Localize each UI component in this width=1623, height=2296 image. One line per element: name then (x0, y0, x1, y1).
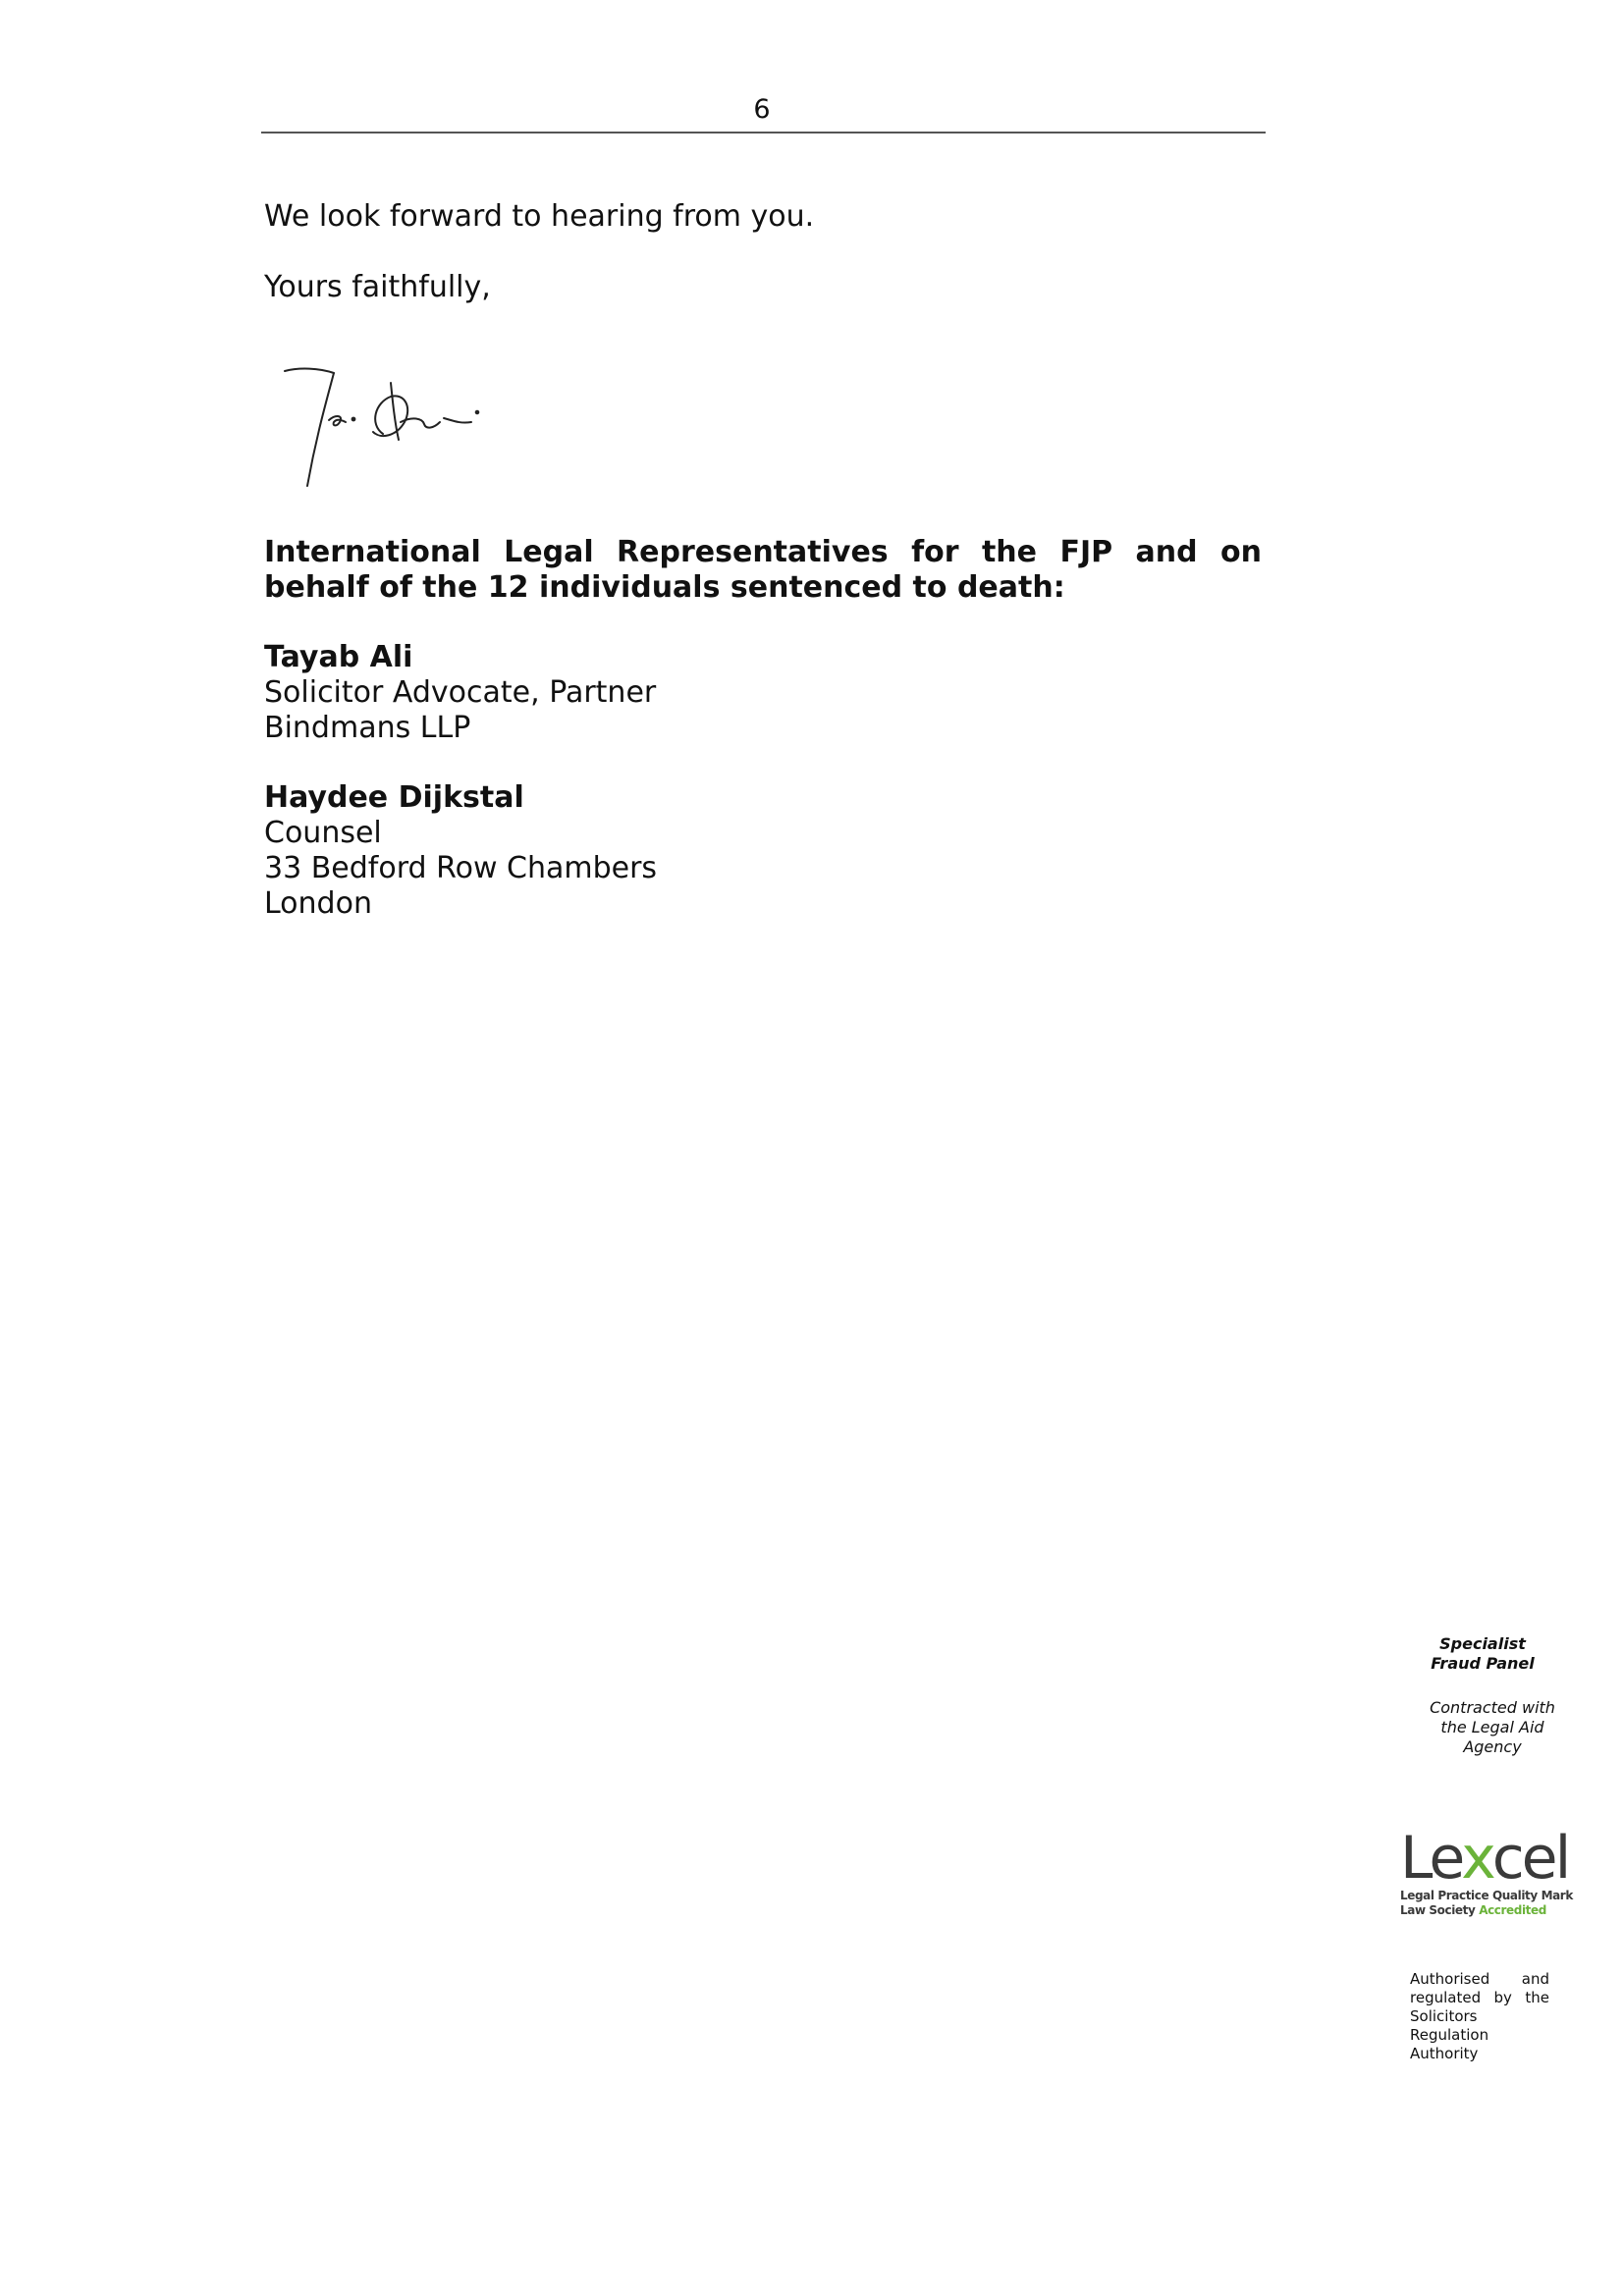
signatory-title: Solicitor Advocate, Partner (264, 675, 657, 710)
lexcel-wordmark: Lexcel (1400, 1824, 1569, 1893)
signatory-name: Haydee Dijkstal (264, 780, 524, 815)
sidebar-line: Agency (1463, 1737, 1522, 1756)
handwritten-signature (275, 353, 491, 491)
page-number: 6 (753, 94, 771, 125)
lexcel-tagline: Legal Practice Quality Mark (1400, 1889, 1573, 1902)
signatory-block (264, 640, 656, 746)
signatory-name: Tayab Ali (264, 640, 413, 674)
sidebar-line: Specialist (1439, 1634, 1526, 1653)
sidebar-line: Fraud Panel (1431, 1654, 1535, 1673)
signatory-city: London (264, 886, 372, 921)
salutation: Yours faithfully, (264, 270, 491, 304)
regulation-notice: Authorised and regulated by the Solicitors Regulation Authority (1410, 1970, 1549, 2062)
signatory-block (264, 780, 657, 922)
closing-line: We look forward to hearing from you. (264, 199, 815, 234)
specialist-fraud-panel-note (1414, 1634, 1551, 1674)
signatory-firm: Bindmans LLP (264, 711, 471, 745)
sidebar-line: Contracted with (1430, 1698, 1555, 1717)
sidebar-line: the Legal Aid (1440, 1718, 1544, 1736)
signatory-title: Counsel (264, 816, 382, 850)
lexcel-accreditation: Law Society Accredited (1400, 1903, 1546, 1917)
representatives-heading: International Legal Representatives for the FJP and on behalf of the 12 individuals sentenced to death: (264, 535, 1262, 605)
lexcel-logo (1400, 1824, 1573, 1918)
signatory-chambers: 33 Bedford Row Chambers (264, 851, 658, 885)
header-divider (261, 132, 1266, 133)
legal-aid-note (1414, 1698, 1571, 1757)
